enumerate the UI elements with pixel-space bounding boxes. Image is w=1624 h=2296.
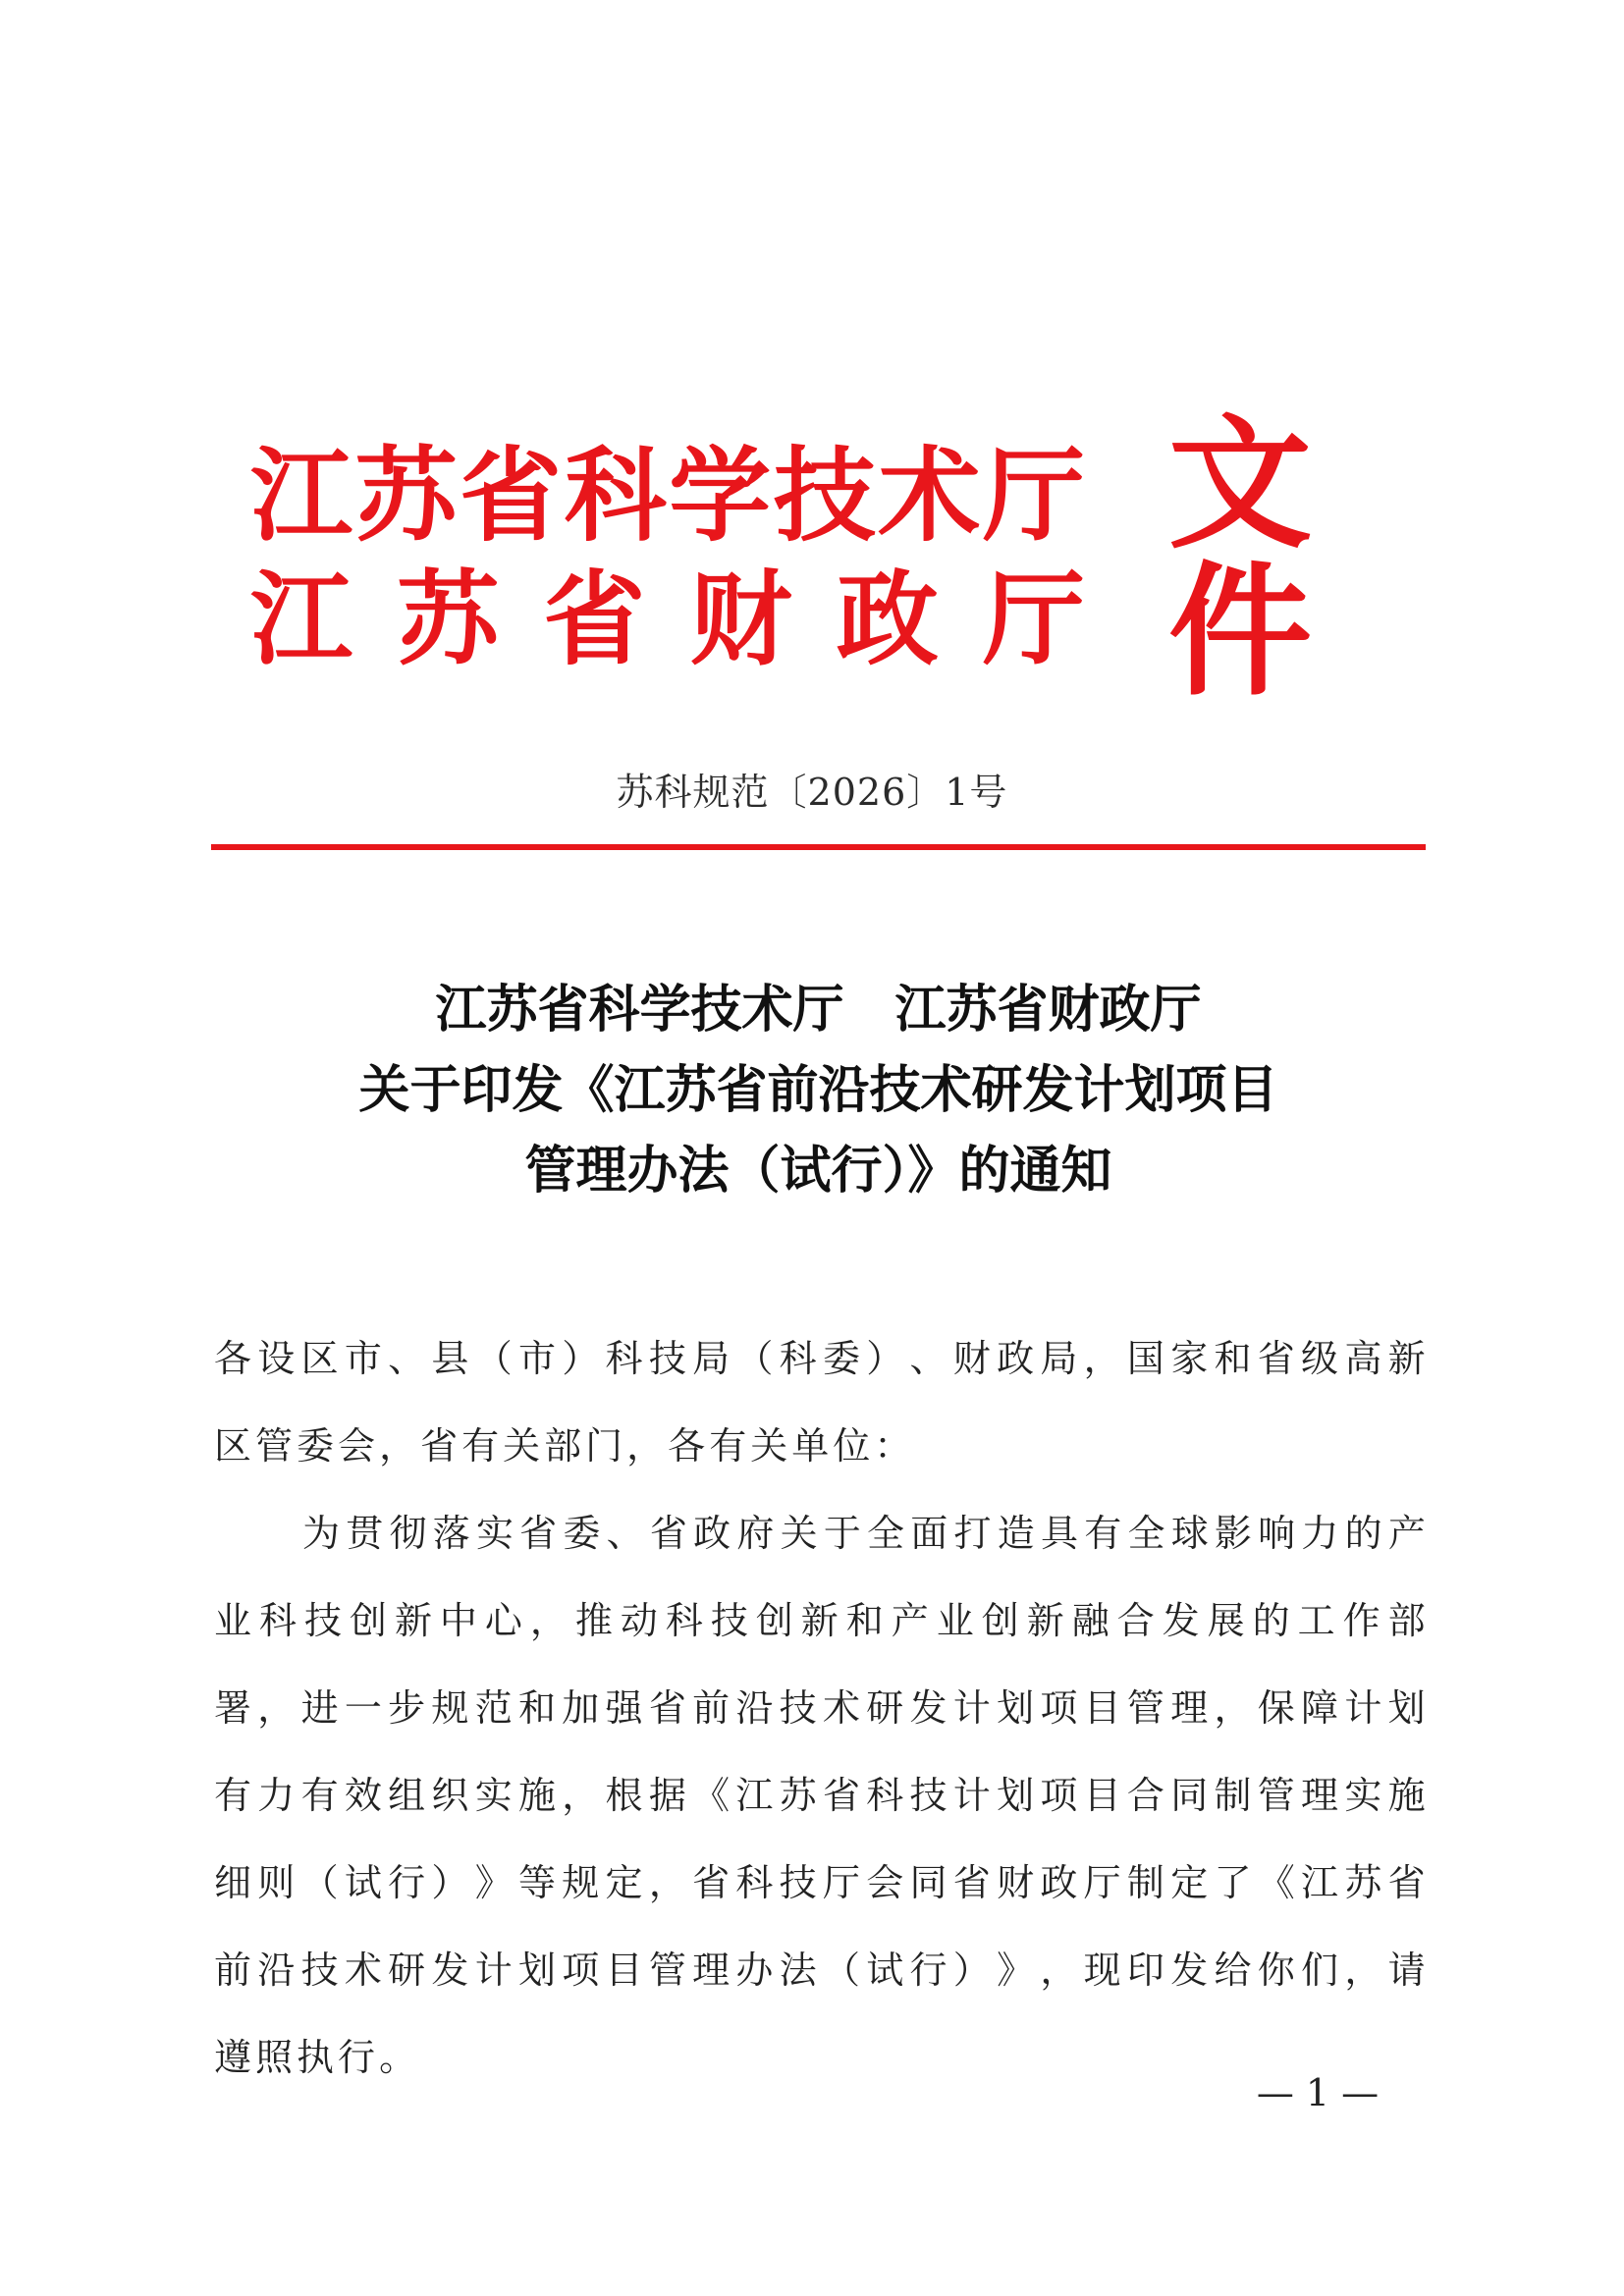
paragraph-line-5 (214, 1840, 1426, 1927)
glyph: 苏 (397, 560, 500, 679)
glyph: 厅 (982, 436, 1085, 556)
glyph: 中 (439, 1599, 477, 1642)
glyph: 省 (460, 436, 563, 556)
title-line-1: 江苏省科学技术厅 江苏省财政厅 (435, 980, 1202, 1040)
glyph: 组 (388, 1774, 426, 1817)
glyph: 署 (214, 1686, 252, 1730)
glyph: 定 (605, 1861, 643, 1904)
glyph: 技 (779, 1686, 817, 1730)
glyph: 们 (1301, 1949, 1339, 1992)
glyph: 融 (1071, 1599, 1110, 1642)
glyph: 制 (1126, 1861, 1164, 1904)
glyph: 照 (255, 2036, 298, 2079)
glyph: 试 (344, 1861, 382, 1904)
glyph: 国 (1126, 1337, 1164, 1380)
glyph: 省 (1387, 1861, 1426, 1904)
glyph: 厅 (822, 1861, 860, 1904)
document-number: 苏科规范〔2026〕1号 (616, 771, 1008, 814)
glyph: 有 (709, 1424, 751, 1468)
glyph: （ (474, 1337, 513, 1380)
glyph: 执 (297, 2036, 339, 2079)
glyph: 新 (800, 1599, 839, 1642)
glyph: 发 (1170, 1949, 1209, 1992)
glyph: 发 (909, 1686, 947, 1730)
glyph: 目 (605, 1949, 643, 1992)
glyph: 同 (1170, 1774, 1209, 1817)
glyph: 创 (981, 1599, 1019, 1642)
glyph: 政 (836, 560, 939, 679)
issuer-name-2 (250, 561, 1085, 677)
glyph: 计 (952, 1774, 991, 1817)
red-header (250, 401, 1389, 716)
glyph: 障 (1301, 1686, 1339, 1730)
glyph: 落 (432, 1512, 470, 1555)
glyph: 沿 (257, 1949, 296, 1992)
glyph: 心 (484, 1599, 522, 1642)
glyph: 财 (997, 1861, 1035, 1904)
glyph: 》 (997, 1949, 1035, 1992)
glyph: 新 (1387, 1337, 1426, 1380)
glyph: 委 (822, 1337, 860, 1380)
glyph: 科 (779, 1337, 817, 1380)
glyph: 施 (1387, 1774, 1426, 1817)
glyph: ， (1040, 1949, 1078, 1992)
glyph: 具 (1040, 1512, 1078, 1555)
glyph: 创 (349, 1599, 387, 1642)
glyph: 和 (845, 1599, 884, 1642)
glyph: 江 (735, 1774, 774, 1817)
glyph: 试 (866, 1949, 904, 1992)
paragraph-line-6 (214, 1927, 1426, 2014)
glyph: 术 (344, 1949, 382, 1992)
glyph: 科 (735, 1861, 774, 1904)
glyph: 省 (952, 1861, 991, 1904)
glyph: 计 (1344, 1686, 1382, 1730)
glyph: 厅 (982, 560, 1085, 679)
glyph: ） (562, 1337, 600, 1380)
glyph: 新 (1026, 1599, 1064, 1642)
glyph: 织 (431, 1774, 469, 1817)
glyph: 部 (544, 1424, 586, 1468)
glyph: 省 (420, 1424, 462, 1468)
glyph: 工 (1297, 1599, 1335, 1642)
glyph: 苏 (354, 436, 458, 556)
glyph: 省 (822, 1774, 860, 1817)
glyph: 《 (1257, 1861, 1295, 1904)
glyph: 科 (665, 1599, 703, 1642)
glyph: 发 (431, 1949, 469, 1992)
glyph: ） (952, 1949, 991, 1992)
glyph: 加 (562, 1686, 600, 1730)
glyph: 了 (1214, 1861, 1252, 1904)
glyph: 高 (1344, 1337, 1382, 1380)
glyph: 和 (517, 1686, 556, 1730)
glyph: 省 (543, 560, 646, 679)
glyph: 细 (214, 1861, 252, 1904)
glyph: 等 (517, 1861, 556, 1904)
glyph: 划 (1387, 1686, 1426, 1730)
glyph: 科 (564, 436, 667, 556)
glyph: 委 (297, 1424, 339, 1468)
glyph: 创 (755, 1599, 793, 1642)
glyph: 沿 (735, 1686, 774, 1730)
glyph: 推 (574, 1599, 613, 1642)
glyph: 业 (936, 1599, 974, 1642)
glyph: 的 (1252, 1599, 1290, 1642)
glyph: 行 (909, 1949, 947, 1992)
glyph: 规 (562, 1861, 600, 1904)
glyph: 新 (394, 1599, 432, 1642)
glyph: 发 (1162, 1599, 1200, 1642)
glyph: 县 (431, 1337, 469, 1380)
glyph: 省 (519, 1512, 558, 1555)
glyph: ， (1214, 1686, 1252, 1730)
glyph: 管 (255, 1424, 298, 1468)
glyph: （ (735, 1337, 774, 1380)
glyph: 根 (605, 1774, 643, 1817)
glyph: 目 (1083, 1774, 1121, 1817)
glyph: 市 (517, 1337, 556, 1380)
glyph: 府 (736, 1512, 775, 1555)
glyph: 实 (474, 1774, 513, 1817)
glyph: 理 (692, 1949, 731, 1992)
glyph: 、 (909, 1337, 947, 1380)
glyph: 管 (1257, 1774, 1295, 1817)
glyph: 制 (1214, 1774, 1252, 1817)
glyph: 实 (475, 1512, 514, 1555)
glyph: 理 (1170, 1686, 1209, 1730)
glyph: 技 (909, 1774, 947, 1817)
glyph: 各 (214, 1337, 252, 1380)
glyph: 产 (891, 1599, 929, 1642)
glyph: ， (1083, 1337, 1121, 1380)
glyph: 面 (910, 1512, 948, 1555)
glyph: 技 (779, 1861, 817, 1904)
glyph: 科 (258, 1599, 297, 1642)
glyph: 同 (909, 1861, 947, 1904)
glyph: 有 (214, 1774, 252, 1817)
glyph: 单 (791, 1424, 834, 1468)
glyph: 江 (250, 436, 353, 556)
glyph: 技 (300, 1949, 339, 1992)
glyph: 江 (1301, 1861, 1339, 1904)
glyph: 合 (1126, 1774, 1164, 1817)
glyph: 划 (997, 1686, 1035, 1730)
glyph: 的 (1344, 1512, 1382, 1555)
glyph: 家 (1170, 1337, 1209, 1380)
glyph: 省 (692, 1861, 731, 1904)
document-title (211, 970, 1426, 1211)
glyph: 学 (669, 436, 772, 556)
glyph: 全 (1127, 1512, 1165, 1555)
glyph: 遵 (214, 2036, 256, 2079)
glyph: 理 (1301, 1774, 1339, 1817)
glyph: 定 (1170, 1861, 1209, 1904)
glyph: 一 (344, 1686, 382, 1730)
glyph: 实 (1344, 1774, 1382, 1817)
page-number: — 1 — (1256, 2071, 1380, 2114)
glyph: 局 (1040, 1337, 1078, 1380)
glyph: 术 (822, 1686, 860, 1730)
glyph: 财 (689, 560, 792, 679)
glyph: 保 (1257, 1686, 1295, 1730)
glyph: 你 (1257, 1949, 1295, 1992)
glyph: 彻 (389, 1512, 427, 1555)
glyph: 动 (620, 1599, 658, 1642)
glyph: 厅 (1083, 1861, 1121, 1904)
glyph: 目 (1083, 1686, 1121, 1730)
glyph: ） (866, 1337, 904, 1380)
glyph: 管 (648, 1949, 686, 1992)
glyph: 省 (1257, 1337, 1295, 1380)
glyph: 业 (214, 1599, 252, 1642)
glyph: 关 (503, 1424, 545, 1468)
glyph: 政 (1040, 1861, 1078, 1904)
glyph: ， (626, 1424, 669, 1468)
glyph: 有 (461, 1424, 504, 1468)
glyph: 设 (257, 1337, 296, 1380)
glyph: 进 (300, 1686, 339, 1730)
glyph: 财 (952, 1337, 991, 1380)
glyph: 作 (1342, 1599, 1380, 1642)
glyph: 科 (866, 1774, 904, 1817)
glyph: 据 (648, 1774, 686, 1817)
issuer-name-1 (250, 438, 1085, 554)
glyph: 力 (257, 1774, 296, 1817)
glyph: 办 (735, 1949, 774, 1992)
glyph: 苏 (1344, 1861, 1382, 1904)
glyph: 划 (997, 1774, 1035, 1817)
glyph: 市 (344, 1337, 382, 1380)
glyph: 研 (866, 1686, 904, 1730)
glyph: ， (562, 1774, 600, 1817)
paragraph-line-3 (214, 1665, 1426, 1752)
glyph: 划 (517, 1949, 556, 1992)
glyph: 研 (388, 1949, 426, 1992)
paragraph-line-4 (214, 1752, 1426, 1840)
glyph: 门 (585, 1424, 627, 1468)
glyph: 项 (562, 1949, 600, 1992)
glyph: 行 (388, 1861, 426, 1904)
glyph: 现 (1083, 1949, 1121, 1992)
glyph: ） (431, 1861, 469, 1904)
glyph: （ (822, 1949, 860, 1992)
glyph: 展 (1207, 1599, 1245, 1642)
glyph: ， (648, 1861, 686, 1904)
glyph: 技 (648, 1337, 686, 1380)
glyph: 和 (1214, 1337, 1252, 1380)
glyph: 范 (474, 1686, 513, 1730)
glyph: 计 (474, 1949, 513, 1992)
glyph: 苏 (779, 1774, 817, 1817)
glyph: ， (1344, 1949, 1382, 1992)
glyph: 造 (997, 1512, 1035, 1555)
glyph: 影 (1214, 1512, 1252, 1555)
glyph: 响 (1258, 1512, 1296, 1555)
glyph: 管 (1126, 1686, 1164, 1730)
glyph: 会 (866, 1861, 904, 1904)
glyph: 各 (668, 1424, 710, 1468)
glyph: 贯 (346, 1512, 384, 1555)
glyph: 有 (1084, 1512, 1122, 1555)
glyph: 力 (1301, 1512, 1339, 1555)
glyph: 省 (648, 1686, 686, 1730)
glyph: 省 (649, 1512, 687, 1555)
glyph: 合 (1116, 1599, 1155, 1642)
glyph: 球 (1170, 1512, 1209, 1555)
glyph: ， (379, 1424, 421, 1468)
glyph: 印 (1126, 1949, 1164, 1992)
glyph: 区 (214, 1424, 256, 1468)
glyph: 前 (692, 1686, 731, 1730)
glyph: 步 (388, 1686, 426, 1730)
glyph: 政 (693, 1512, 731, 1555)
glyph: 关 (750, 1424, 792, 1468)
glyph: 局 (692, 1337, 731, 1380)
glyph: 产 (1387, 1512, 1426, 1555)
glyph: ： (874, 1424, 916, 1468)
glyph: 打 (953, 1512, 992, 1555)
glyph: 行 (338, 2036, 380, 2079)
glyph: 规 (431, 1686, 469, 1730)
glyph: 计 (952, 1686, 991, 1730)
glyph: 。 (379, 2036, 421, 2079)
glyph: 技 (710, 1599, 748, 1642)
glyph: 、 (606, 1512, 644, 1555)
glyph: 给 (1214, 1949, 1252, 1992)
glyph: 项 (1040, 1774, 1078, 1817)
glyph: 、 (388, 1337, 426, 1380)
glyph: 级 (1301, 1337, 1339, 1380)
glyph: 技 (303, 1599, 342, 1642)
title-line-2: 关于印发《江苏省前沿技术研发计划项目 (358, 1060, 1278, 1120)
glyph: 全 (867, 1512, 905, 1555)
glyph: 技 (773, 436, 876, 556)
glyph: （ (300, 1861, 339, 1904)
glyph: 项 (1040, 1686, 1078, 1730)
paragraph-line-2 (214, 1577, 1426, 1665)
glyph: 政 (997, 1337, 1035, 1380)
glyph: 有 (300, 1774, 339, 1817)
glyph: 法 (779, 1949, 817, 1992)
glyph: ， (529, 1599, 568, 1642)
glyph: 术 (878, 436, 981, 556)
document-body (214, 1315, 1426, 2102)
glyph: 施 (517, 1774, 556, 1817)
glyph: 《 (692, 1774, 731, 1817)
glyph: 强 (605, 1686, 643, 1730)
glyph: 效 (344, 1774, 382, 1817)
glyph: 江 (250, 560, 353, 679)
glyph: 》 (474, 1861, 513, 1904)
file-label: 文件 (1168, 401, 1308, 716)
glyph: ， (257, 1686, 296, 1730)
glyph: 位 (833, 1424, 875, 1468)
glyph: 于 (823, 1512, 861, 1555)
glyph: 部 (1387, 1599, 1426, 1642)
glyph: 前 (214, 1949, 252, 1992)
glyph: 委 (563, 1512, 601, 1555)
red-separator-line (211, 844, 1426, 850)
glyph: 为 (302, 1512, 341, 1555)
glyph: 科 (605, 1337, 643, 1380)
glyph: 则 (257, 1861, 296, 1904)
glyph: 区 (300, 1337, 339, 1380)
paragraph-line-1 (214, 1490, 1426, 1577)
recipients-line-2 (214, 1403, 1426, 1490)
glyph: 关 (780, 1512, 818, 1555)
glyph: 会 (338, 1424, 380, 1468)
title-line-3: 管理办法（试行）》的通知 (524, 1141, 1112, 1201)
glyph: 请 (1387, 1949, 1426, 1992)
recipients-line-1 (214, 1315, 1426, 1403)
